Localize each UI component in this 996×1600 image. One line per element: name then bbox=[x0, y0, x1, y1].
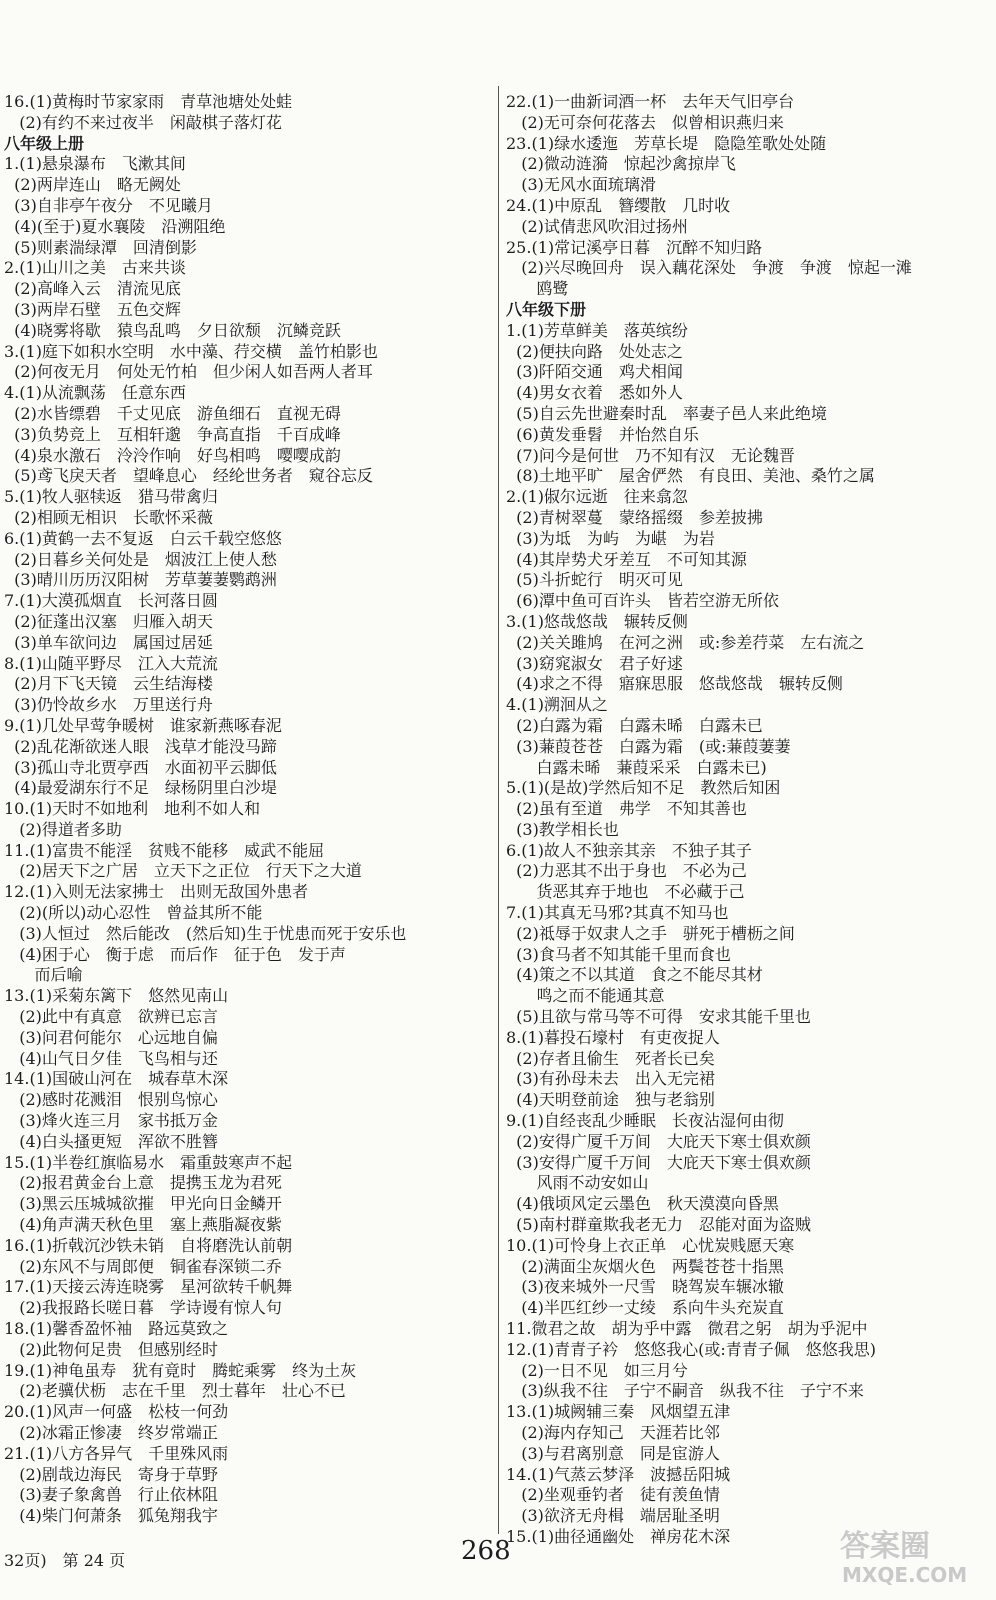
answer-line: (4)晓雾将歇 猿鸟乱鸣 夕日欲颓 沉鳞竞跃 bbox=[4, 320, 341, 340]
answer-line: (2)日暮乡关何处是 烟波江上使人愁 bbox=[4, 549, 277, 569]
answer-line: 21.(1)八方各异气 千里殊风雨 bbox=[4, 1443, 229, 1463]
answer-line: (2)何夜无月 何处无竹柏 但少闲人如吾两人者耳 bbox=[4, 362, 373, 382]
answer-line: (2)报君黄金台上意 提携玉龙为君死 bbox=[4, 1173, 282, 1193]
answer-line: (5)斗折蛇行 明灭可见 bbox=[506, 570, 683, 590]
answer-line: 16.(1)折戟沉沙铁未销 自将磨洗认前朝 bbox=[4, 1235, 293, 1255]
answer-line: 17.(1)天接云涛连晓雾 星河欲转千帆舞 bbox=[4, 1277, 293, 1297]
answer-line: 13.(1)采菊东篱下 悠然见南山 bbox=[4, 986, 229, 1006]
answer-line: (2)东风不与周郎便 铜雀春深锁二乔 bbox=[4, 1256, 282, 1276]
answer-line: 2.(1)俶尔远逝 往来翕忽 bbox=[506, 487, 688, 507]
answer-line: 6.(1)黄鹤一去不复返 白云千载空悠悠 bbox=[4, 528, 282, 548]
section-heading: 八年级下册 bbox=[506, 299, 587, 319]
answer-line: (3)有孙母未去 出入无完裙 bbox=[506, 1069, 715, 1089]
answer-line: 6.(1)故人不独亲其亲 不独子其子 bbox=[506, 840, 752, 860]
answer-line: (2)无可奈何花落去 似曾相识燕归来 bbox=[506, 112, 784, 132]
page-number: 268 bbox=[461, 1536, 511, 1566]
answer-line: 5.(1)牧人驱犊返 猎马带禽归 bbox=[4, 487, 218, 507]
watermark-logo bbox=[836, 1520, 986, 1590]
answer-line: (2)兴尽晚回舟 误入藕花深处 争渡 争渡 惊起一滩 bbox=[506, 258, 912, 278]
svg-text:答案圈: 答案圈 bbox=[840, 1529, 930, 1564]
answer-line: (4)白头搔更短 浑欲不胜簪 bbox=[4, 1131, 218, 1151]
answer-line: (2)关关雎鸠 在河之洲 或:参差荇菜 左右流之 bbox=[506, 632, 865, 652]
answer-line: (2)青树翠蔓 蒙络摇缀 参差披拂 bbox=[506, 507, 763, 527]
answer-line: 货恶其弃于地也 不必藏于己 bbox=[506, 882, 745, 902]
footer-page-ref: 32页) 第 24 页 bbox=[4, 1551, 126, 1570]
answer-line: (2)此中有真意 欲辨已忘言 bbox=[4, 1007, 218, 1027]
answer-line: (2)微动涟漪 惊起沙禽掠岸飞 bbox=[506, 154, 736, 174]
answer-line: (4)天明登前途 独与老翁别 bbox=[506, 1090, 715, 1110]
answer-line: (5)南村群童欺我老无力 忍能对面为盗贼 bbox=[506, 1215, 811, 1235]
answer-line: 鸣之而不能通其意 bbox=[506, 986, 665, 1006]
answer-line: (2)(所以)动心忍性 曾益其所不能 bbox=[4, 903, 263, 923]
answer-line: 而后喻 bbox=[4, 965, 83, 985]
answer-line: (2)我报路长嗟日暮 学诗谩有惊人句 bbox=[4, 1298, 282, 1318]
answer-line: 11.微君之故 胡为乎中露 微君之躬 胡为乎泥中 bbox=[506, 1319, 868, 1339]
answer-line: 19.(1)神龟虽寿 犹有竟时 腾蛇乘雾 终为土灰 bbox=[4, 1360, 357, 1380]
right-column bbox=[506, 92, 992, 1548]
answer-line: 8.(1)暮投石壕村 有吏夜捉人 bbox=[506, 1027, 720, 1047]
answer-line: (8)土地平旷 屋舍俨然 有良田、美池、桑竹之属 bbox=[506, 466, 875, 486]
answer-line: (2)便扶向路 处处志之 bbox=[506, 341, 683, 361]
answer-line: (2)得道者多助 bbox=[4, 819, 122, 839]
answer-line: (5)自云先世避秦时乱 率妻子邑人来此绝境 bbox=[506, 403, 827, 423]
answer-line: (2)白露为霜 白露未晞 白露未已 bbox=[506, 715, 763, 735]
answer-line: 鸥鹭 bbox=[506, 279, 569, 299]
answer-line: 10.(1)天时不如地利 地利不如人和 bbox=[4, 799, 261, 819]
answer-line: (2)高峰入云 清流见底 bbox=[4, 279, 181, 299]
answer-line: (3)问君何能尔 心远地自偏 bbox=[4, 1027, 218, 1047]
column-divider bbox=[498, 86, 499, 1534]
answer-line: 3.(1)庭下如积水空明 水中藻、荇交横 盖竹柏影也 bbox=[4, 341, 378, 361]
answer-line: (4)男女衣着 悉如外人 bbox=[506, 383, 683, 403]
answer-line: (2)坐观垂钓者 徒有羡鱼情 bbox=[506, 1485, 720, 1505]
answer-line: (3)妻子象禽兽 行止依林阻 bbox=[4, 1485, 218, 1505]
answer-line: (3)蒹葭苍苍 白露为霜 (或:蒹葭萋萋 bbox=[506, 736, 791, 756]
answer-line: (2)征蓬出汉塞 归雁入胡天 bbox=[4, 611, 213, 631]
answer-line: 12.(1)入则无法家拂士 出则无敌国外患者 bbox=[4, 882, 309, 902]
answer-line: (3)纵我不往 子宁不嗣音 纵我不往 子宁不来 bbox=[506, 1381, 864, 1401]
answer-line: (4)其岸势犬牙差互 不可知其源 bbox=[506, 549, 747, 569]
answer-line: 4.(1)溯洄从之 bbox=[506, 695, 608, 715]
answer-line: (2)两岸连山 略无阙处 bbox=[4, 175, 181, 195]
answer-line: 11.(1)富贵不能淫 贫贱不能移 威武不能屈 bbox=[4, 840, 325, 860]
answer-line: (3)无风水面琉璃滑 bbox=[506, 175, 656, 195]
answer-line: (3)晴川历历汉阳树 芳草萋萋鹦鹉洲 bbox=[4, 570, 277, 590]
answer-line: 8.(1)山随平野尽 江入大荒流 bbox=[4, 653, 218, 673]
answer-line: 20.(1)风声一何盛 松枝一何劲 bbox=[4, 1402, 229, 1422]
answer-line: (2)力恶其不出于身也 不必为己 bbox=[506, 861, 747, 881]
answer-line: (2)存者且偷生 死者长已矣 bbox=[506, 1048, 715, 1068]
answer-line: (2)感时花溅泪 恨别鸟惊心 bbox=[4, 1090, 218, 1110]
answer-line: 风雨不动安如山 bbox=[506, 1173, 649, 1193]
answer-line: (5)鸢飞戾天者 望峰息心 经纶世务者 窥谷忘反 bbox=[4, 466, 373, 486]
answer-line: (3)窈窕淑女 君子好逑 bbox=[506, 653, 683, 673]
answer-line: (2)水皆缥碧 千丈见底 游鱼细石 直视无碍 bbox=[4, 403, 341, 423]
answer-line: (2)相顾无相识 长歌怀采薇 bbox=[4, 507, 213, 527]
answer-line: 14.(1)气蒸云梦泽 波撼岳阳城 bbox=[506, 1464, 731, 1484]
answer-line: (7)问今是何世 乃不知有汉 无论魏晋 bbox=[506, 445, 795, 465]
answer-line: (2)虽有至道 弗学 不知其善也 bbox=[506, 799, 747, 819]
answer-line: (5)且欲与常马等不可得 安求其能千里也 bbox=[506, 1007, 811, 1027]
left-column bbox=[4, 92, 494, 1527]
answer-line: 25.(1)常记溪亭日暮 沉醉不知归路 bbox=[506, 237, 763, 257]
answer-line: (3)黑云压城城欲摧 甲光向日金鳞开 bbox=[4, 1194, 282, 1214]
answer-line: (3)欲济无舟楫 端居耻圣明 bbox=[506, 1506, 720, 1526]
answer-line: 18.(1)馨香盈怀袖 路远莫致之 bbox=[4, 1319, 229, 1339]
answer-line: (3)夜来城外一尺雪 晓驾炭车辗冰辙 bbox=[506, 1277, 784, 1297]
answer-line: (2)海内存知己 天涯若比邻 bbox=[506, 1423, 720, 1442]
answer-line: (4)(至于)夏水襄陵 沿溯阻绝 bbox=[4, 216, 226, 236]
answer-line: (2)冰霜正惨凄 终岁常端正 bbox=[4, 1423, 218, 1442]
answer-line: (2)一日不见 如三月兮 bbox=[506, 1360, 688, 1380]
answer-line: 23.(1)绿水逶迤 芳草长堤 隐隐笙歌处处随 bbox=[506, 133, 827, 153]
answer-line: (2)乱花渐欲迷人眼 浅草才能没马蹄 bbox=[4, 736, 277, 756]
answer-line: 13.(1)城阙辅三秦 风烟望五津 bbox=[506, 1402, 731, 1422]
answer-line: (3)安得广厦千万间 大庇天下寒士俱欢颜 bbox=[506, 1152, 811, 1172]
answer-line: (5)则素湍绿潭 回清倒影 bbox=[4, 237, 197, 257]
answer-line: 7.(1)大漠孤烟直 长河落日圆 bbox=[4, 591, 218, 611]
answer-line: 7.(1)其真无马邪?其真不知马也 bbox=[506, 903, 729, 923]
answer-line: 1.(1)悬泉瀑布 飞漱其间 bbox=[4, 154, 186, 174]
answer-line: (2)剧哉边海民 寄身于草野 bbox=[4, 1464, 218, 1484]
answer-line: (3)阡陌交通 鸡犬相闻 bbox=[506, 362, 683, 382]
answer-line: 9.(1)自经丧乱少睡眠 长夜沾湿何由彻 bbox=[506, 1111, 784, 1131]
answer-line: (4)困于心 衡于虑 而后作 征于色 发于声 bbox=[4, 944, 346, 964]
answer-line: (4)半匹红纱一丈绫 系向牛头充炭直 bbox=[506, 1298, 784, 1318]
answer-line: (2)老骥伏枥 志在千里 烈士暮年 壮心不已 bbox=[4, 1381, 346, 1401]
answer-line: (3)人恒过 然后能改 (然后知)生于忧患而死于安乐也 bbox=[4, 923, 407, 943]
answer-line: 15.(1)曲径通幽处 禅房花木深 bbox=[506, 1526, 731, 1546]
answer-line: 2.(1)山川之美 古来共谈 bbox=[4, 258, 186, 278]
answer-line: (3)食马者不知其能千里而食也 bbox=[506, 944, 731, 964]
answer-line: (3)自非亭午夜分 不见曦月 bbox=[4, 195, 213, 215]
answer-line: (2)月下飞天镜 云生结海楼 bbox=[4, 674, 213, 694]
svg-text:MXQE.COM: MXQE.COM bbox=[842, 1563, 968, 1587]
answer-line: (2)有约不来过夜半 闲敲棋子落灯花 bbox=[4, 112, 282, 132]
answer-line: (2)此物何足贵 但感别经时 bbox=[4, 1339, 218, 1359]
answer-line: 3.(1)悠哉悠哉 辗转反侧 bbox=[506, 611, 688, 631]
answer-line: (3)为坻 为屿 为嵁 为岩 bbox=[506, 528, 715, 548]
answer-line: (4)柴门何萧条 狐兔翔我宇 bbox=[4, 1506, 218, 1526]
answer-line: 22.(1)一曲新词酒一杯 去年天气旧亭台 bbox=[506, 92, 795, 111]
answer-line: (3)教学相长也 bbox=[506, 819, 619, 839]
answer-line: (2)安得广厦千万间 大庇天下寒士俱欢颜 bbox=[506, 1131, 811, 1151]
answer-line: (4)泉水激石 泠泠作响 好鸟相鸣 嘤嘤成韵 bbox=[4, 445, 341, 465]
answer-line: (2)满面尘灰烟火色 两鬓苍苍十指黑 bbox=[506, 1256, 784, 1276]
answer-line: (6)黄发垂髫 并怡然自乐 bbox=[506, 424, 699, 444]
answer-line: 10.(1)可怜身上衣正单 心忧炭贱愿天寒 bbox=[506, 1235, 795, 1255]
answer-line: 白露未晞 蒹葭采采 白露未已) bbox=[506, 757, 767, 777]
section-heading: 八年级上册 bbox=[4, 133, 85, 153]
answer-line: (3)单车欲问边 属国过居延 bbox=[4, 632, 213, 652]
answer-line: (4)最爱湖东行不足 绿杨阴里白沙堤 bbox=[4, 778, 277, 798]
answer-line: (2)祗辱于奴隶人之手 骈死于槽枥之间 bbox=[506, 923, 795, 943]
answer-line: (6)潭中鱼可百许头 皆若空游无所依 bbox=[506, 591, 779, 611]
answer-line: (4)角声满天秋色里 塞上燕脂凝夜紫 bbox=[4, 1215, 282, 1235]
answer-line: 4.(1)从流飘荡 任意东西 bbox=[4, 383, 186, 403]
answer-line: (4)求之不得 寤寐思服 悠哉悠哉 辗转反侧 bbox=[506, 674, 843, 694]
answer-line: 24.(1)中原乱 簪缨散 几时收 bbox=[506, 195, 731, 215]
answer-line: (3)负势竞上 互相轩邈 争高直指 千百成峰 bbox=[4, 424, 341, 444]
answer-line: (3)烽火连三月 家书抵万金 bbox=[4, 1111, 218, 1131]
answer-line: (2)试倩悲风吹泪过扬州 bbox=[506, 216, 688, 236]
answer-line: 16.(1)黄梅时节家家雨 青草池塘处处蛙 bbox=[4, 92, 293, 111]
answer-line: (4)山气日夕佳 飞鸟相与还 bbox=[4, 1048, 218, 1068]
answer-line: (2)居天下之广居 立天下之正位 行天下之大道 bbox=[4, 861, 362, 881]
answer-line: (4)俄顷风定云墨色 秋天漠漠向昏黑 bbox=[506, 1194, 779, 1214]
answer-line: 5.(1)(是故)学然后知不足 教然后知困 bbox=[506, 778, 781, 798]
answer-line: 14.(1)国破山河在 城春草木深 bbox=[4, 1069, 229, 1089]
answer-line: (3)两岸石壁 五色交辉 bbox=[4, 299, 181, 319]
answer-line: 15.(1)半卷红旗临易水 霜重鼓寒声不起 bbox=[4, 1152, 293, 1172]
answer-line: 12.(1)青青子衿 悠悠我心(或:青青子佩 悠悠我思) bbox=[506, 1339, 876, 1359]
answer-line: (3)孤山寺北贾亭西 水面初平云脚低 bbox=[4, 757, 277, 777]
answer-line: 9.(1)几处早莺争暖树 谁家新燕啄春泥 bbox=[4, 715, 282, 735]
answer-line: (3)与君离别意 同是宦游人 bbox=[506, 1443, 720, 1463]
answer-line: (4)策之不以其道 食之不能尽其材 bbox=[506, 965, 763, 985]
answer-line: (3)仍怜故乡水 万里送行舟 bbox=[4, 695, 213, 715]
answer-line: 1.(1)芳草鲜美 落英缤纷 bbox=[506, 320, 688, 340]
